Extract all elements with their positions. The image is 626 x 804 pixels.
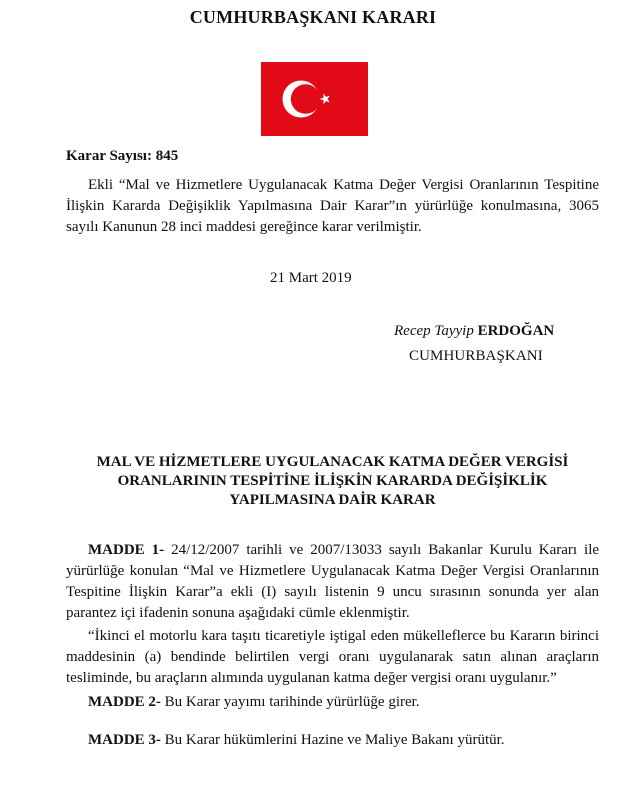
article-text: 24/12/2007 tarihli ve 2007/13033 sayılı Bakanlar Kurulu Kararı ile yürürlüğe konulan “Mal ve Hizmetlere Uygulanacak Katma Değer Vergisi Oranlarının Tespitine İlişkin Karar”a ekli (I) sayılı listenin 9 uncu sırasının sonunda yer alan parantez içi ifadenin sonuna aşağıdaki cümle eklenmiştir. [66, 542, 600, 621]
signer-title: CUMHURBAŞKANI [409, 348, 543, 364]
header-title: CUMHURBAŞKANI KARARI [189, 7, 437, 27]
article-text: Bu Karar yayımı tarihinde yürürlüğe girer. [164, 694, 420, 710]
article-label: MADDE 2- [88, 694, 161, 710]
decision-date: 21 Mart 2019 [270, 270, 352, 286]
flag-graphic [261, 62, 368, 136]
signer-last-name: ERDOĞAN [477, 323, 555, 339]
signer-first-name: Recep Tayyip [394, 323, 474, 339]
article-label: MADDE 3- [88, 732, 161, 748]
decision-number: Karar Sayısı: 845 [66, 148, 179, 164]
decree-title-line: YAPILMASINA DAİR KARAR [229, 492, 436, 508]
decree-title-line: ORANLARININ TESPİTİNE İLİŞKİN KARARDA DEĞİŞİKLİK [117, 473, 548, 489]
decree-title [66, 453, 599, 510]
turkish-flag-icon [261, 62, 368, 136]
article-3 [66, 732, 505, 749]
signer-name [394, 323, 554, 340]
article-1-quote: “İkinci el motorlu kara taşıtı ticaretiyle iştigal eden mükelleflerce bu Kararın birinci maddesinin (a) bendinde belirtilen vergi oranı uygulanarak satın alınan araçların tesliminde, bu araçların alımında uygulanan katma değer vergisi oranı uygulanır.” [66, 628, 599, 686]
decision-intro: Ekli “Mal ve Hizmetlere Uygulanacak Katma Değer Vergisi Oranlarının Tespitine İlişkin Kararda Değişiklik Yapılmasına Dair Karar”ın yürürlüğe konulmasına, 3065 sayılı Kanunun 28 inci maddesi gereğince karar verilmiştir. [66, 177, 599, 235]
article-text: Bu Karar hükümlerini Hazine ve Maliye Bakanı yürütür. [164, 732, 505, 748]
article-2 [66, 694, 420, 711]
article-label: MADDE 1- [88, 542, 165, 558]
article-1 [66, 540, 599, 624]
decree-title-line: MAL VE HİZMETLERE UYGULANACAK KATMA DEĞER VERGİSİ [96, 454, 569, 470]
